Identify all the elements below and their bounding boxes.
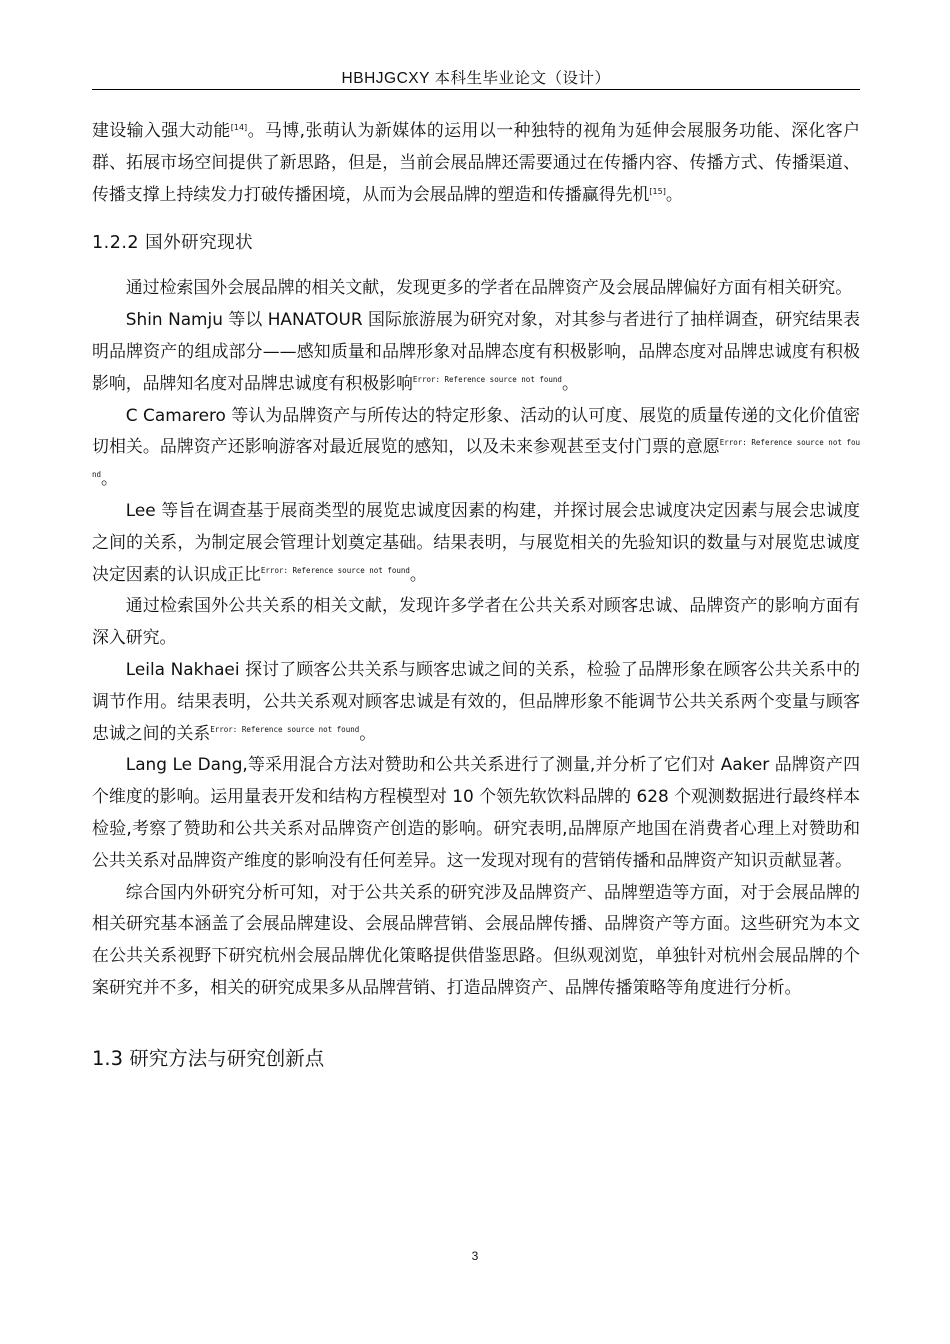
paragraph-text: 。 xyxy=(409,563,427,584)
section-heading-1-2-2: 1.2.2 国外研究现状 xyxy=(92,233,254,254)
paragraph-text: 。 xyxy=(101,468,118,489)
paragraph-text: C Camarero 等认为品牌资产与所传达的特定形象、活动的认可度、展览的质量传递的文化价值密切相关。品牌资产还影响游客对最近展览的感知，以及未来参观甚至支付门票的意愿 xyxy=(92,404,860,457)
paragraph-4 xyxy=(92,400,860,495)
paragraph-text: 建设输入强大动能 xyxy=(92,120,231,140)
section-heading-1-3: 1.3 研究方法与研究创新点 xyxy=(92,1046,325,1070)
citation: [14] xyxy=(230,123,248,132)
paragraph-text: Shin Namju 等以 HANATOUR 国际旅游展为研究对象，对其参与者进行了抽样调查，研究结果表明品牌资产的组成部分——感知质量和品牌形象对品牌态度有积极影响，品牌态度对品牌忠诚度有积极影响，品牌知名度对品牌忠诚度有积极影响 xyxy=(92,309,860,393)
reference-error: Error: Reference source not found xyxy=(260,565,410,575)
paragraph-3 xyxy=(92,304,860,399)
paragraph-text: 。 xyxy=(561,372,579,393)
page-header: HBHJGCXY 本科生毕业论文（设计） xyxy=(341,70,611,87)
header-divider xyxy=(92,89,860,90)
paragraph-text: 。 xyxy=(359,722,377,743)
paragraph-6: 通过检索国外公共关系的相关文献，发现许多学者在公共关系对顾客忠诚、品牌资产的影响方面有深入研究。 xyxy=(92,595,860,648)
paragraph-7 xyxy=(92,654,860,749)
paragraph-1 xyxy=(92,115,860,210)
paragraph-2: 通过检索国外会展品牌的相关文献，发现更多的学者在品牌资产及会展品牌偏好方面有相关研究。 xyxy=(125,277,853,298)
reference-error: Error: Reference source not found xyxy=(92,438,860,480)
paragraph-5 xyxy=(92,495,860,590)
page-body xyxy=(92,114,860,1075)
citation: [15] xyxy=(649,186,666,196)
reference-error: Error: Reference source not found xyxy=(210,724,360,734)
paragraph-text: 。 xyxy=(665,183,683,204)
paragraph-text: Lee 等旨在调查基于展商类型的展览忠诚度因素的构建，并探讨展会忠诚度决定因素与展会忠诚度之间的关系，为制定展会管理计划奠定基础。结果表明，与展览相关的先验知识的数量与对展览忠诚度决定因素的认识成正比 xyxy=(92,499,860,584)
reference-error: Error: Reference source not found xyxy=(412,374,562,384)
paragraph-9: 综合国内外研究分析可知，对于公共关系的研究涉及品牌资产、品牌塑造等方面，对于会展品牌的相关研究基本涵盖了会展品牌建设、会展品牌营销、会展品牌传播、品牌资产等方面。这些研究为本文在公共关系视野下研究杭州会展品牌优化策略提供借鉴思路。但纵观浏览，单独针对杭州会展品牌的个案研究并不多，相关的研究成果多从品牌营销、打造品牌资产、品牌传播策略等角度进行分析。 xyxy=(92,881,860,997)
page-number: 3 xyxy=(471,1249,479,1263)
paragraph-text: Leila Nakhaei 探讨了顾客公共关系与顾客忠诚之间的关系，检验了品牌形象在顾客公共关系中的调节作用。结果表明，公共关系观对顾客忠诚是有效的，但品牌形象不能调节公共关系两个变量与顾客忠诚之间的关系 xyxy=(92,658,860,743)
paragraph-8: Lang Le Dang,等采用混合方法对赞助和公共关系进行了测量,并分析了它们对 Aaker 品牌资产四个维度的影响。运用量表开发和结构方程模型对 10 个领先软饮料品牌的 628 个观测数据进行最终样本检验,考察了赞助和公共关系对品牌资产创造的影响。研究表明,品牌原产地国在消费者心理上对赞助和公共关系对品牌资产维度的影响没有任何差异。这一发现对现有的营销传播和品牌资产知识贡献显著。 xyxy=(92,754,860,870)
paragraph-text: 。马博,张萌认为新媒体的运用以一种独特的视角为延伸会展服务功能、深化客户群、拓展市场空间提供了新思路，但是，当前会展品牌还需要通过在传播内容、传播方式、传播渠道、传播支撑上持续发力打破传播困境，从而为会展品牌的塑造和传播赢得先机 xyxy=(92,120,860,204)
